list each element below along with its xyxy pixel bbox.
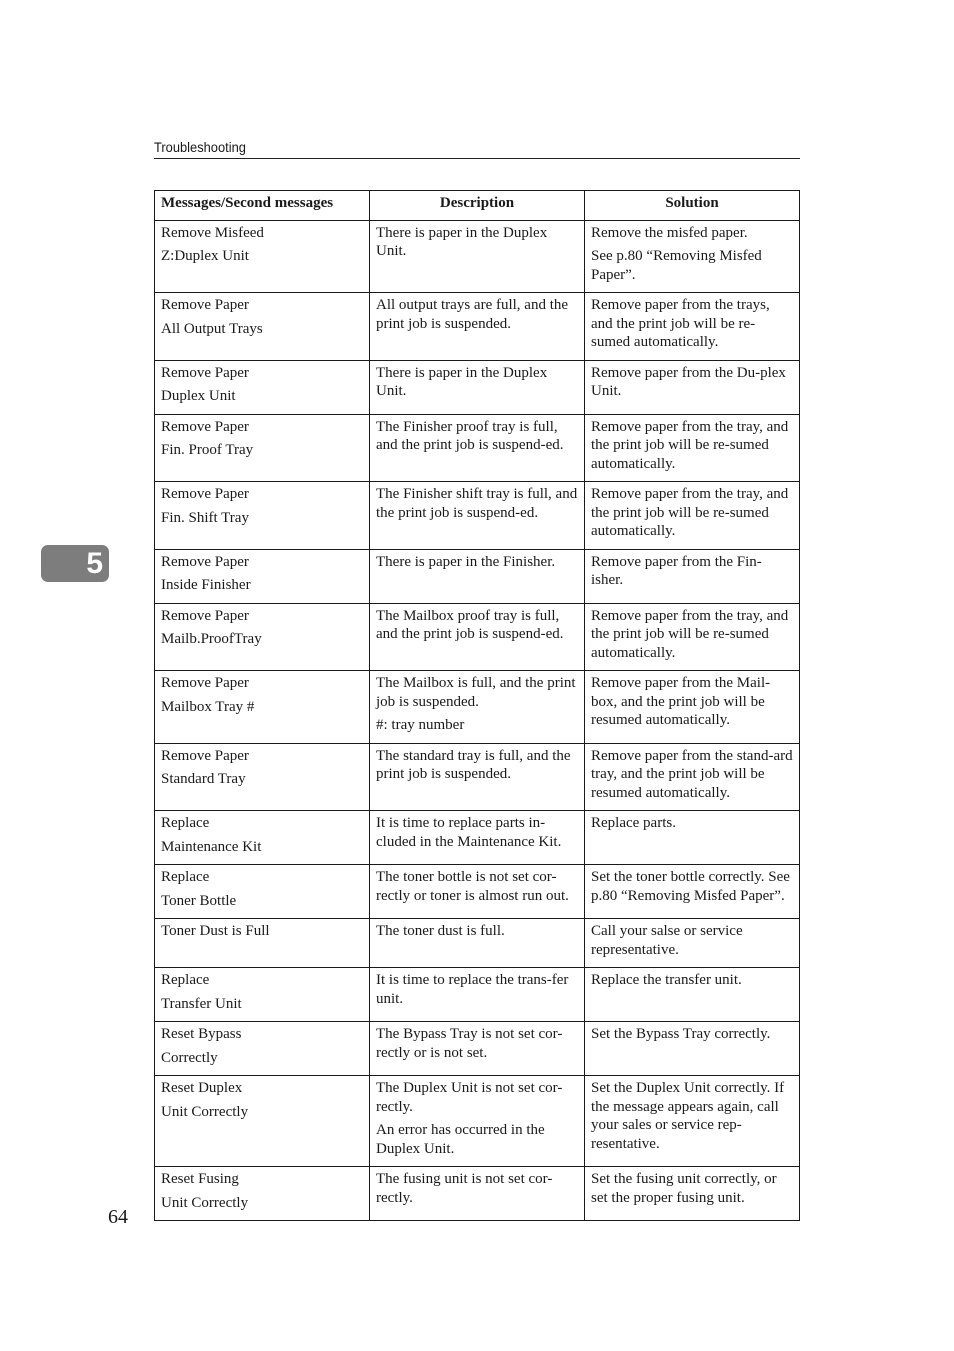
message-cell-text: All Output Trays bbox=[161, 320, 263, 337]
table-row bbox=[155, 919, 800, 968]
message-cell-text: Correctly bbox=[161, 1049, 218, 1066]
message-cell-text: Replace bbox=[161, 869, 210, 885]
message-cell bbox=[155, 671, 370, 744]
solution-cell-text: Set the toner bottle correctly. See p.80 “Removing Misfed Paper”. bbox=[591, 869, 790, 904]
solution-cell bbox=[585, 220, 800, 293]
description-cell-text: There is paper in the Duplex Unit. bbox=[376, 224, 548, 259]
description-cell bbox=[370, 414, 585, 482]
message-cell-text: Maintenance Kit bbox=[161, 838, 262, 855]
solution-cell bbox=[585, 293, 800, 361]
description-cell-text: The fusing unit is not set cor-rectly. bbox=[376, 1171, 553, 1206]
description-cell bbox=[370, 811, 585, 865]
column-header-description: Description bbox=[370, 191, 585, 221]
message-cell-text: Fin. Proof Tray bbox=[161, 442, 254, 458]
message-cell-text: Reset Bypass bbox=[161, 1026, 242, 1042]
table-row bbox=[155, 414, 800, 482]
message-cell bbox=[155, 220, 370, 293]
description-cell-text: The Mailbox proof tray is full, and the print job is suspend-ed. bbox=[376, 607, 564, 642]
description-cell bbox=[370, 865, 585, 919]
running-head bbox=[154, 138, 800, 159]
table-row bbox=[155, 968, 800, 1022]
description-cell-text: It is time to replace parts in-cluded in the Maintenance Kit. bbox=[376, 815, 562, 850]
solution-cell bbox=[585, 603, 800, 671]
description-cell-text: The Mailbox is full, and the print job is suspended. bbox=[376, 675, 576, 710]
solution-cell-text: Call your salse or service representative. bbox=[591, 923, 743, 958]
description-cell-text: The standard tray is full, and the print job is suspended. bbox=[376, 747, 571, 782]
description-cell-text: The Bypass Tray is not set cor-rectly or is not set. bbox=[376, 1026, 563, 1061]
solution-cell bbox=[585, 968, 800, 1022]
chapter-tab bbox=[41, 545, 109, 582]
solution-cell bbox=[585, 671, 800, 744]
message-cell bbox=[155, 743, 370, 811]
solution-cell-text: Replace parts. bbox=[591, 815, 676, 831]
description-cell bbox=[370, 968, 585, 1022]
description-cell bbox=[370, 549, 585, 603]
message-cell-text: Remove Paper bbox=[161, 675, 249, 691]
solution-cell-text: Set the Bypass Tray correctly. bbox=[591, 1026, 771, 1042]
message-cell-text: Remove Paper bbox=[161, 553, 249, 570]
solution-cell bbox=[585, 743, 800, 811]
message-cell-text: Toner Dust is Full bbox=[161, 923, 270, 939]
solution-cell-text: Remove paper from the Fin-isher. bbox=[591, 553, 762, 588]
description-cell-text: It is time to replace the trans-fer unit. bbox=[376, 972, 569, 1007]
message-cell-text: Standard Tray bbox=[161, 771, 246, 787]
solution-cell bbox=[585, 811, 800, 865]
table-row bbox=[155, 482, 800, 550]
table-row bbox=[155, 549, 800, 603]
table-header-row bbox=[155, 191, 800, 221]
table-row bbox=[155, 1022, 800, 1076]
table-row bbox=[155, 671, 800, 744]
message-cell bbox=[155, 865, 370, 919]
message-cell-text: Fin. Shift Tray bbox=[161, 509, 249, 526]
description-cell-text: An error has occurred in the Duplex Unit. bbox=[376, 1122, 545, 1157]
message-cell bbox=[155, 1076, 370, 1167]
table-row bbox=[155, 293, 800, 361]
description-cell bbox=[370, 603, 585, 671]
table-body bbox=[155, 220, 800, 1221]
solution-cell-text: Remove paper from the stand-ard tray, and the print job will be resumed automatically. bbox=[591, 747, 793, 801]
table-row bbox=[155, 865, 800, 919]
column-header-messages: Messages/Second messages bbox=[155, 191, 370, 221]
message-cell-text: Remove Paper bbox=[161, 747, 249, 764]
solution-cell bbox=[585, 865, 800, 919]
description-cell bbox=[370, 919, 585, 968]
description-cell-text: There is paper in the Duplex Unit. bbox=[376, 364, 548, 399]
chapter-number: 5 bbox=[86, 547, 103, 580]
description-cell bbox=[370, 671, 585, 744]
description-cell-text: The Finisher shift tray is full, and the print job is suspend-ed. bbox=[376, 486, 578, 521]
table-row bbox=[155, 1076, 800, 1167]
solution-cell bbox=[585, 1167, 800, 1221]
description-cell bbox=[370, 220, 585, 293]
message-cell-text: Duplex Unit bbox=[161, 388, 236, 404]
description-cell-text: All output trays are full, and the print job is suspended. bbox=[376, 297, 569, 332]
solution-cell-text: Replace the transfer unit. bbox=[591, 972, 742, 988]
message-cell-text: Z:Duplex Unit bbox=[161, 248, 249, 264]
description-cell bbox=[370, 482, 585, 550]
message-cell bbox=[155, 603, 370, 671]
solution-cell-text: Remove paper from the tray, and the print job will be re-sumed automatically. bbox=[591, 607, 789, 661]
message-cell bbox=[155, 1022, 370, 1076]
solution-cell bbox=[585, 360, 800, 414]
description-cell bbox=[370, 1076, 585, 1167]
message-cell-text: Remove Paper bbox=[161, 418, 249, 435]
message-cell bbox=[155, 360, 370, 414]
page-number: 64 bbox=[108, 1206, 128, 1228]
message-cell bbox=[155, 414, 370, 482]
table-row bbox=[155, 220, 800, 293]
message-cell-text: Inside Finisher bbox=[161, 577, 251, 593]
description-cell-text: #: tray number bbox=[376, 717, 465, 733]
column-header-solution: Solution bbox=[585, 191, 800, 221]
message-cell bbox=[155, 482, 370, 550]
table-row bbox=[155, 811, 800, 865]
message-cell-text: Reset Duplex bbox=[161, 1080, 243, 1096]
message-cell-text: Remove Paper bbox=[161, 486, 249, 502]
running-head-title: Troubleshooting bbox=[154, 139, 246, 155]
description-cell-text: The Duplex Unit is not set cor-rectly. bbox=[376, 1080, 563, 1115]
solution-cell bbox=[585, 919, 800, 968]
message-cell bbox=[155, 293, 370, 361]
description-cell-text: The Finisher proof tray is full, and the print job is suspend-ed. bbox=[376, 418, 564, 453]
solution-cell-text: See p.80 “Removing Misfed Paper”. bbox=[591, 248, 762, 283]
message-cell-text: Unit Correctly bbox=[161, 1194, 249, 1211]
description-cell-text: There is paper in the Finisher. bbox=[376, 553, 556, 570]
message-cell-text: Transfer Unit bbox=[161, 995, 242, 1012]
solution-cell bbox=[585, 414, 800, 482]
description-cell-text: The toner bottle is not set cor-rectly or toner is almost run out. bbox=[376, 869, 569, 904]
table-row bbox=[155, 360, 800, 414]
table-row bbox=[155, 603, 800, 671]
solution-cell-text: Set the Duplex Unit correctly. If the message appears again, call your sales or service rep-resentative. bbox=[591, 1080, 785, 1152]
description-cell-text: The toner dust is full. bbox=[376, 923, 505, 939]
message-cell bbox=[155, 1167, 370, 1221]
message-cell bbox=[155, 811, 370, 865]
solution-cell-text: Remove paper from the Mail-box, and the print job will be resumed automatically. bbox=[591, 675, 771, 728]
message-cell-text: Mailb.ProofTray bbox=[161, 631, 262, 647]
solution-cell bbox=[585, 1076, 800, 1167]
solution-cell-text: Remove paper from the Du-plex Unit. bbox=[591, 364, 786, 399]
message-cell-text: Toner Bottle bbox=[161, 892, 237, 909]
message-cell-text: Remove Paper bbox=[161, 297, 249, 313]
message-cell bbox=[155, 549, 370, 603]
solution-cell-text: Remove paper from the tray, and the print job will be re-sumed automatically. bbox=[591, 418, 789, 472]
message-cell-text: Remove Paper bbox=[161, 364, 249, 381]
message-cell-text: Unit Correctly bbox=[161, 1103, 249, 1120]
messages-table bbox=[154, 190, 800, 1221]
solution-cell-text: Set the fusing unit correctly, or set the proper fusing unit. bbox=[591, 1171, 777, 1206]
solution-cell-text: Remove paper from the tray, and the print job will be re-sumed automatically. bbox=[591, 486, 789, 539]
message-cell-text: Mailbox Tray # bbox=[161, 698, 255, 715]
message-cell-text: Remove Paper bbox=[161, 607, 249, 624]
table-row bbox=[155, 743, 800, 811]
description-cell bbox=[370, 1022, 585, 1076]
message-cell-text: Reset Fusing bbox=[161, 1171, 239, 1187]
message-cell-text: Remove Misfeed bbox=[161, 224, 264, 241]
message-cell bbox=[155, 919, 370, 968]
solution-cell bbox=[585, 482, 800, 550]
solution-cell-text: Remove paper from the trays, and the print job will be re-sumed automatically. bbox=[591, 297, 770, 350]
solution-cell-text: Remove the misfed paper. bbox=[591, 224, 748, 241]
solution-cell bbox=[585, 1022, 800, 1076]
message-cell-text: Replace bbox=[161, 815, 210, 831]
description-cell bbox=[370, 1167, 585, 1221]
description-cell bbox=[370, 293, 585, 361]
solution-cell bbox=[585, 549, 800, 603]
message-cell-text: Replace bbox=[161, 972, 210, 988]
description-cell bbox=[370, 743, 585, 811]
message-cell bbox=[155, 968, 370, 1022]
description-cell bbox=[370, 360, 585, 414]
table-row bbox=[155, 1167, 800, 1221]
